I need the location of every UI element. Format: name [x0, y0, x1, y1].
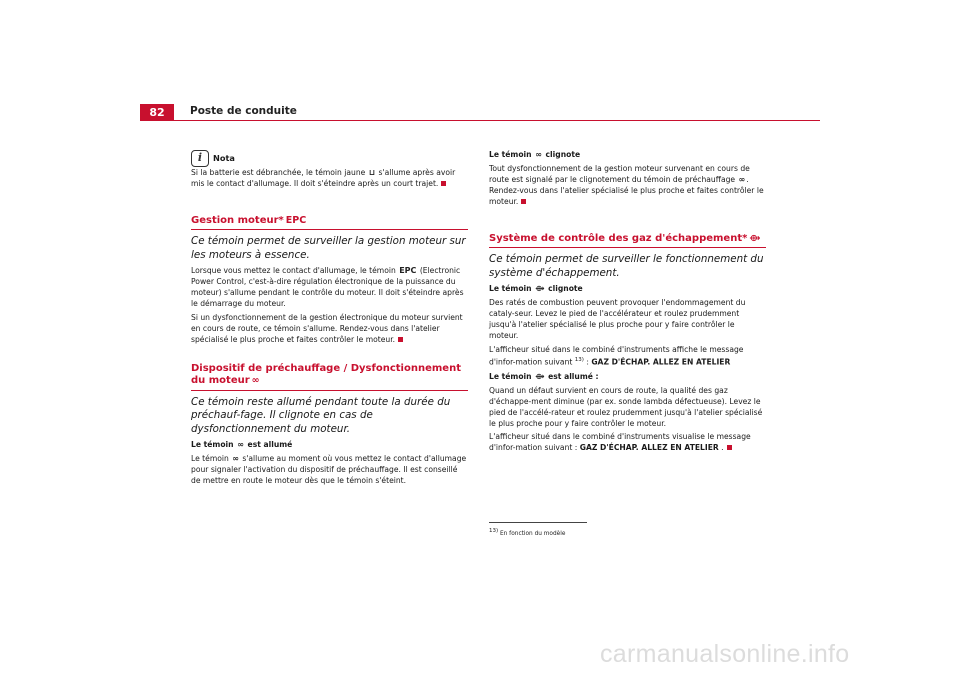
- epc-paragraph-2: Si un dysfonctionnement de la gestion électronique du moteur survient en cours de route, ce témoin s'allume. Rendez-vous dans l'atelier spécialisé le plus proche et faites contrôler le moteur.: [191, 312, 463, 344]
- glow-heading: Dispositif de préchauffage / Dysfonctionnement du moteur ∞: [191, 363, 468, 391]
- epc-icon: EPC: [285, 214, 307, 226]
- watermark: carmanualsonline.info: [600, 640, 850, 668]
- exhaust-icon: ⟴: [535, 284, 545, 294]
- footnote-ref: 13): [574, 357, 584, 364]
- end-mark-icon: [441, 181, 446, 186]
- exhaust-subtitle: Ce témoin permet de surveiller le fonctionnement du système d'échappement.: [489, 253, 764, 279]
- glow-blink-label: Le témoin ∞ clignote: [489, 150, 581, 159]
- page-number: 82: [140, 104, 174, 121]
- glow-plug-icon: ∞: [251, 375, 260, 387]
- footnote: [489, 528, 565, 537]
- glow-blink-text: Tout dysfonctionnement de la gestion moteur survenant en cours de route est signalé par le clignotement du témoin de préchauffage ∞. Rendez-vous dans l'atelier spécialisé le plus proche et faites contrôler le moteur.: [489, 163, 764, 206]
- exhaust-icon: ⟴: [749, 232, 761, 244]
- glow-plug-icon: ∞: [232, 454, 239, 464]
- epc-inline-icon: EPC: [399, 266, 417, 276]
- epc-heading: Gestion moteur* EPC: [191, 215, 468, 231]
- note-header: [191, 150, 468, 167]
- end-mark-icon: [521, 199, 526, 204]
- exhaust-display2-text: L'afficheur situé dans le combiné d'instruments visualise le message d'infor-mation suivant : GAZ D'ÉCHAP. ALLEZ EN ATELIER .: [489, 432, 751, 453]
- page-header: [140, 104, 820, 122]
- left-column: [191, 150, 468, 490]
- exhaust-heading: Système de contrôle des gaz d'échappement* ⟴: [489, 233, 766, 249]
- exhaust-lit-label: Le témoin ⟴ est allumé :: [489, 371, 599, 381]
- note-text: Si la batterie est débranchée, le témoin jaune ⊔ s'allume après avoir mis le contact d'allumage. Il doit s'éteindre après un court trajet.: [191, 168, 456, 188]
- exhaust-blink-label: Le témoin ⟴ clignote: [489, 284, 583, 294]
- battery-icon: ⊔: [368, 168, 376, 177]
- glow-subtitle: Ce témoin reste allumé pendant toute la durée du préchauf-fage. Il clignote en cas de dysfonctionnement du moteur.: [191, 395, 451, 435]
- glow-lit-text: Le témoin ∞ s'allume au moment où vous mettez le contact d'allumage pour signaler l'activation du dispositif de préchauffage. Il est conseillé de mettre en route le moteur dès que le témoin s'éteint.: [191, 454, 467, 485]
- display-message-2: GAZ D'ÉCHAP. ALLEZ EN ATELIER: [579, 443, 719, 453]
- glow-plug-icon: ∞: [535, 150, 542, 159]
- glow-lit-label: Le témoin ∞ est allumé: [191, 440, 293, 450]
- footnote-text: En fonction du modèle: [500, 530, 566, 537]
- exhaust-blink-text: Des ratés de combustion peuvent provoquer l'endommagement du cataly-seur. Levez le pied de l'accélérateur et roulez prudemment jusqu'à l'atelier spécialisé le plus proche pour y faire contrôler le moteur.: [489, 297, 746, 340]
- glow-plug-icon: ∞: [237, 440, 244, 450]
- exhaust-icon: ⟴: [535, 371, 545, 381]
- footnote-number: 13): [489, 528, 499, 534]
- epc-paragraph-1: Lorsque vous mettez le contact d'allumage, le témoin EPC (Electronic Power Control, c'est-à-dire régulation électronique de la puissance du moteur) s'allume pendant le contrôle du moteur. Il doit s'éteindre après le démarrage du moteur.: [191, 266, 464, 309]
- end-mark-icon: [398, 337, 403, 342]
- info-icon: i: [191, 150, 209, 167]
- footnote-rule: [489, 522, 587, 523]
- note-title: Nota: [213, 153, 235, 164]
- section-title: Poste de conduite: [190, 105, 297, 117]
- right-column: [489, 150, 766, 457]
- header-rule: [174, 120, 820, 121]
- exhaust-display-text: L'afficheur situé dans le combiné d'instruments affiche le message d'infor-mation suivant $^{13)}$ : GAZ D'ÉCHAP. ALLEZ EN ATELIER: [489, 344, 744, 367]
- display-message: GAZ D'ÉCHAP. ALLEZ EN ATELIER: [591, 358, 731, 367]
- epc-subtitle: Ce témoin permet de surveiller la gestion moteur sur les moteurs à essence.: [191, 235, 466, 261]
- exhaust-lit-text: Quand un défaut survient en cours de route, la qualité des gaz d'échappe-ment diminue (par ex. sonde lambda défectueuse). Levez le pied de l'accélé-rateur et roulez prudemment jusqu'à l'atelier spécialisé le plus proche pour y faire contrôler le moteur.: [489, 385, 763, 428]
- glow-plug-icon: ∞: [738, 174, 746, 184]
- end-mark-icon: [727, 445, 732, 450]
